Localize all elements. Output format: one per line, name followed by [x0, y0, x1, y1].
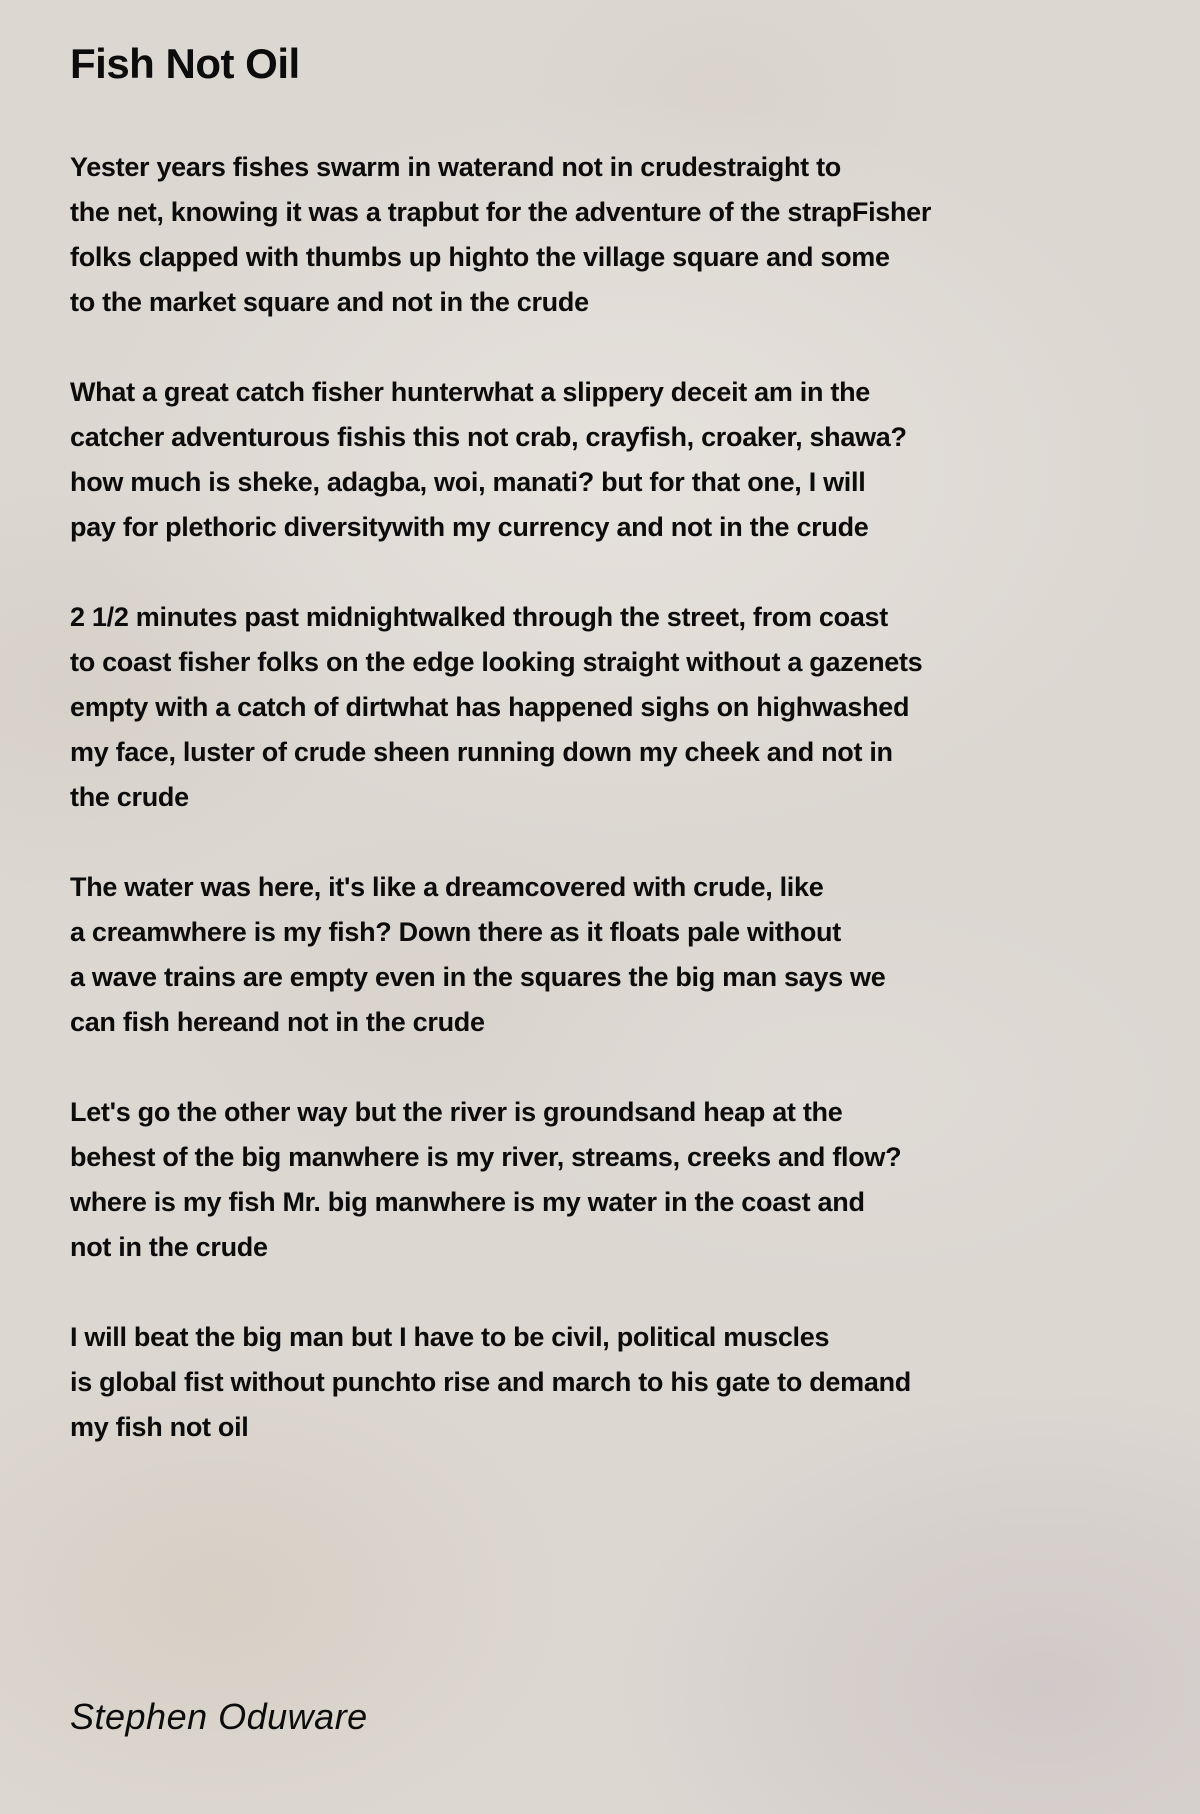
poem-line: The water was here, it's like a dreamcovered with crude, like	[70, 872, 824, 902]
poem-line: the crude	[70, 782, 189, 812]
stanza	[70, 595, 1140, 820]
poem-line: the net, knowing it was a trapbut for the adventure of the strapFisher	[70, 197, 932, 227]
poem-line: pay for plethoric diversitywith my currency and not in the crude	[70, 512, 869, 542]
poem-line: to the market square and not in the crude	[70, 287, 589, 317]
poem-body	[70, 145, 1140, 1450]
poem-line: 2 1/2 minutes past midnightwalked through the street, from coast	[70, 602, 888, 632]
poem-line: a creamwhere is my fish? Down there as it floats pale without	[70, 917, 841, 947]
poem-line: can fish hereand not in the crude	[70, 1007, 485, 1037]
poem-line: how much is sheke, adagba, woi, manati? but for that one, I will	[70, 467, 866, 497]
poem-line: where is my fish Mr. big manwhere is my water in the coast and	[70, 1187, 865, 1217]
stanza	[70, 370, 1140, 550]
poem-line: empty with a catch of dirtwhat has happened sighs on highwashed	[70, 692, 910, 722]
poem-line: a wave trains are empty even in the squares the big man says we	[70, 962, 886, 992]
page-title: Fish Not Oil	[70, 40, 300, 87]
author-name: Stephen Oduware	[70, 1696, 368, 1737]
poem-line: my fish not oil	[70, 1412, 249, 1442]
stanza	[70, 865, 1140, 1045]
poem-line: Let's go the other way but the river is groundsand heap at the	[70, 1097, 843, 1127]
poem-line: behest of the big manwhere is my river, streams, creeks and flow?	[70, 1142, 902, 1172]
stanza	[70, 145, 1140, 325]
poem-line: my face, luster of crude sheen running down my cheek and not in	[70, 737, 893, 767]
poem-line: not in the crude	[70, 1232, 268, 1262]
poem-line: to coast fisher folks on the edge looking straight without a gazenets	[70, 647, 923, 677]
poem-line: What a great catch fisher hunterwhat a slippery deceit am in the	[70, 377, 871, 407]
stanza	[70, 1315, 1140, 1450]
poem-line: folks clapped with thumbs up highto the village square and some	[70, 242, 890, 272]
poem-line: I will beat the big man but I have to be civil, political muscles	[70, 1322, 830, 1352]
poem-line: Yester years fishes swarm in waterand not in crudestraight to	[70, 152, 841, 182]
poem-line: catcher adventurous fishis this not crab, crayfish, croaker, shawa?	[70, 422, 907, 452]
stanza	[70, 1090, 1140, 1270]
poem-line: is global fist without punchto rise and march to his gate to demand	[70, 1367, 911, 1397]
